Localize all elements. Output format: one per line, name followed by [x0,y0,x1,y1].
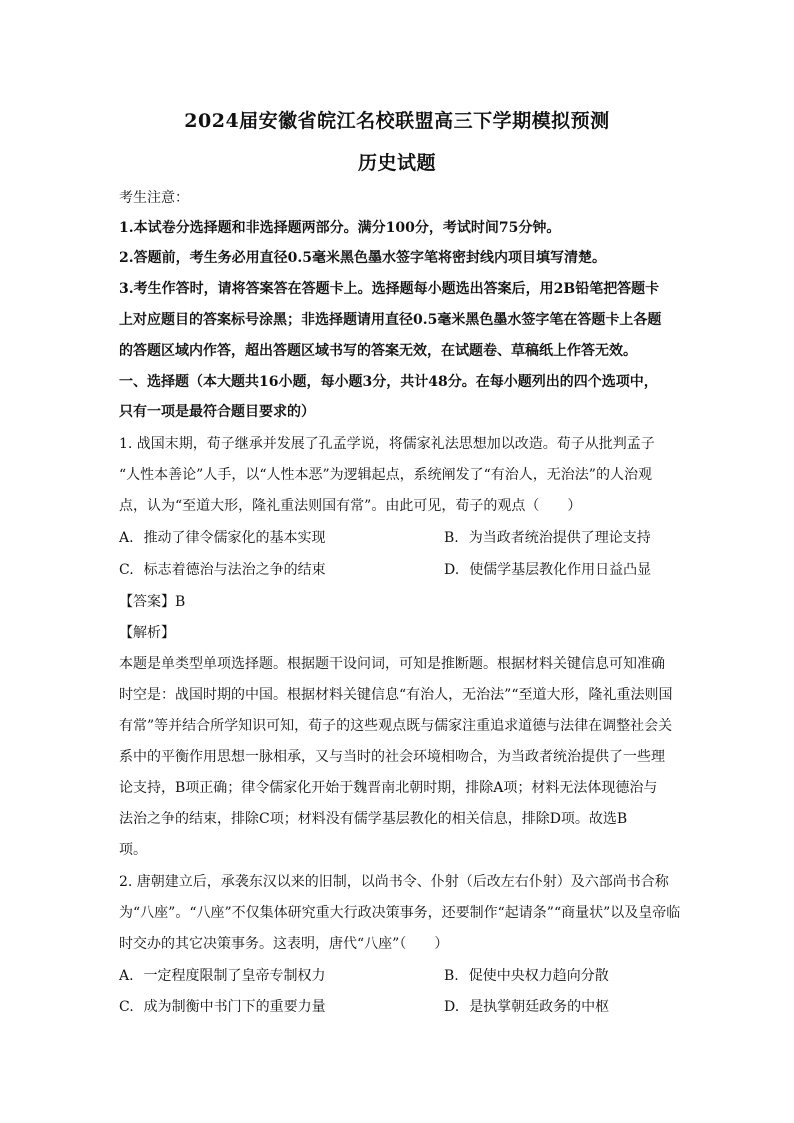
option-text: 为当政者统治提供了理论支持 [468,530,651,546]
option-text: 推动了律令儒家化的基本实现 [143,530,326,546]
question-2-stem: 为“八座”。“八座”不仅集体研究重大行政决策事务，还要制作“起请条”“商量状”以及皇帝临 [119,905,681,921]
analysis-heading: 【解析】 [119,625,175,641]
notice-item: 上对应题目的答案标号涂黑；非选择题请用直径0.5毫米黑色墨水签字笔在答题卡上各题 [119,312,662,328]
notice-item: 3.考生作答时，请将答案答在答题卡上。选择题每小题选出答案后，用2B铅笔把答题卡 [119,281,660,297]
question-2-option-b [444,966,609,986]
section-heading: 只有一项是最符合题目要求的） [119,404,315,420]
option-letter: B. [444,530,459,546]
question-2-option-c [119,997,326,1017]
question-1-option-a [119,528,326,548]
option-text: 一定程度限制了皇帝专制权力 [143,968,326,984]
option-letter: A. [119,530,134,546]
notice-heading: 考生注意： [119,190,189,206]
analysis-text: 有常”等并结合所学知识可知，荀子的这些观点既与儒家注重追求道德与法律在调整社会关 [119,718,673,734]
option-letter: D. [444,999,460,1015]
question-2-stem: 时交办的其它决策事务。这表明，唐代“八座”（ ） [119,936,449,952]
option-text: 使儒学基层教化作用日益凸显 [469,562,652,578]
section-heading: 一、选择题（本大题共16小题，每小题3分，共计48分。在每小题列出的四个选项中， [119,374,658,390]
option-text: 成为制衡中书门下的重要力量 [143,999,326,1015]
option-letter: D. [444,562,460,578]
option-text: 标志着德治与法治之争的结束 [143,562,326,578]
option-letter: C. [119,562,134,578]
question-1-stem: 点，认为“至道大形，隆礼重法则国有常”。由此可见，荀子的观点（ ） [119,498,582,514]
option-text: 是执掌朝廷政务的中枢 [469,999,610,1015]
option-letter: A. [119,968,134,984]
option-letter: B. [444,968,459,984]
option-letter: C. [119,999,134,1015]
question-1-option-c [119,560,326,580]
notice-item: 的答题区域内作答，超出答题区域书写的答案无效，在试题卷、草稿纸上作答无效。 [119,343,637,359]
answer-label: 【答案】B [119,594,186,610]
notice-item: 1.本试卷分选择题和非选择题两部分。满分100分，考试时间75分钟。 [119,220,561,236]
exam-subject-title: 历史试题 [357,152,436,174]
option-text: 促使中央权力趋向分散 [468,968,609,984]
question-1-option-b [444,528,651,548]
analysis-text: 时空是：战国时期的中国。根据材料关键信息“有治人，无治法”“至道大形，隆礼重法则国 [119,687,673,703]
notice-item: 2.答题前，考生务必用直径0.5毫米黑色墨水签字笔将密封线内项目填写清楚。 [119,250,606,266]
analysis-text: 论支持，B项正确；律令儒家化开始于魏晋南北朝时期，排除A项；材料无法体现德治与 [119,780,658,796]
question-2-stem: 2. 唐朝建立后，承袭东汉以来的旧制，以尚书令、仆射（后改左右仆射）及六部尚书合称 [119,874,669,890]
question-1-stem: “人性本善论”人手，以“人性本恶”为逻辑起点，系统阐发了“有治人，无治法”的人治观 [119,467,652,483]
question-2-option-d [444,997,609,1017]
analysis-text: 法治之争的结束，排除C项；材料没有儒学基层教化的相关信息，排除D项。故选B [119,811,628,827]
analysis-text: 项。 [119,842,147,858]
question-1-option-d [444,560,651,580]
question-1-stem: 1. 战国末期，荀子继承并发展了孔孟学说，将儒家礼法思想加以改造。荀子从批判孟子 [119,436,655,452]
question-2-option-a [119,966,326,986]
analysis-text: 本题是单类型单项选择题。根据题干设问词，可知是推断题。根据材料关键信息可知准确 [119,656,665,672]
analysis-text: 系中的平衡作用思想一脉相承，又与当时的社会环境相吻合，为当政者统治提供了一些理 [119,749,665,765]
exam-title: 2024届安徽省皖江名校联盟高三下学期模拟预测 [184,110,610,132]
